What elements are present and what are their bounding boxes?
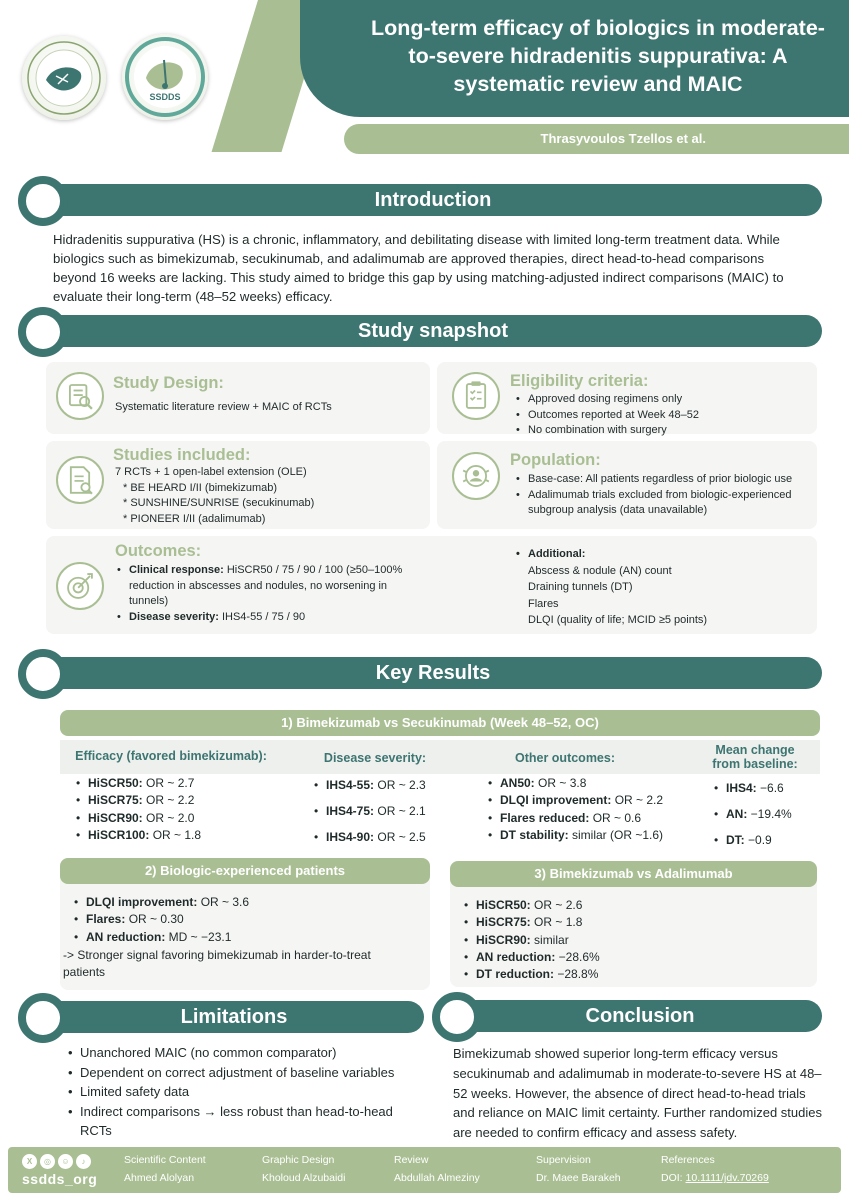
credit-name: Kholoud Alzubaidi (262, 1172, 346, 1184)
metric-label: HiSCR90: (476, 932, 531, 947)
clinical-response-label: Clinical response: (129, 564, 224, 576)
list-item: • Outcomes reported at Week 48–52 (514, 408, 804, 424)
metric-value: −19.4% (747, 807, 792, 821)
metric-value: −28.6% (555, 949, 600, 964)
metric-value: OR ~ 0.6 (589, 810, 642, 825)
introduction-header (44, 184, 822, 216)
list-item (486, 810, 696, 827)
list-item (74, 827, 284, 844)
metric-label: Flares: (86, 912, 126, 927)
result-3-list (462, 897, 802, 983)
conclusion-header (458, 1000, 822, 1032)
credit-label: Graphic Design (262, 1154, 335, 1166)
result-1-pill (60, 710, 820, 736)
list-item (486, 792, 696, 809)
clinical-response-text: HiSCR50 / 75 / 90 / 100 (≥50–100% reduction in abscesses and nodules, no worsening in tunnels) (129, 564, 403, 607)
social-handle[interactable]: ssdds_org (22, 1171, 98, 1187)
eligibility-list (514, 392, 804, 439)
eligibility-title: Eligibility criteria: (510, 372, 649, 390)
key-results-bullet-circle (18, 649, 68, 699)
studies-line: * SUNSHINE/SUNRISE (secukinumab) (123, 497, 315, 509)
metric-label: IHS4: (726, 781, 757, 795)
list-item (712, 775, 822, 801)
metric-value: MD ~ −23.1 (165, 929, 232, 944)
list-item (74, 792, 284, 809)
other-outcomes-column-head: Other outcomes: (514, 751, 615, 765)
key-results-heading: Key Results (375, 662, 491, 684)
study-design-icon (56, 372, 104, 420)
list-item (462, 949, 802, 966)
credit-label: Scientific Content (124, 1154, 206, 1166)
introduction-bullet-circle (18, 176, 68, 226)
study-design-text: Systematic literature review + MAIC of RCTs (115, 401, 332, 413)
list-item (74, 775, 284, 792)
conclusion-bullet-circle (432, 992, 482, 1042)
study-design-title: Study Design: (113, 374, 224, 392)
list-item (462, 914, 802, 931)
metric-value: OR ~ 1.8 (530, 915, 583, 930)
metric-value: OR ~ 2.0 (142, 810, 195, 825)
metric-value: OR ~ 2.3 (374, 778, 426, 792)
society-emblem-icon (22, 36, 106, 120)
list-item (312, 772, 482, 798)
result-2-title: 2) Biologic-experienced patients (144, 863, 346, 878)
other-outcomes-list (486, 775, 696, 844)
credit-name: Dr. Maee Barakeh (536, 1172, 621, 1184)
list-item: • Indirect comparisons → less robust than head-to-head RCTs (66, 1102, 426, 1141)
list-item: • Unanchored MAIC (no common comparator) (66, 1043, 426, 1063)
metric-value: OR ~ 3.6 (197, 895, 250, 909)
studies-line: 7 RCTs + 1 open-label extension (OLE) (115, 466, 307, 478)
ssdds-logo (122, 34, 208, 120)
doi-link[interactable]: 10.1111/jdv.70269 (685, 1172, 769, 1184)
list-item: • Dependent on correct adjustment of baseline variables (66, 1063, 426, 1083)
metric-label: DLQI improvement: (86, 895, 198, 909)
clipboard-checklist-icon (452, 372, 500, 420)
metric-value: similar (OR ~1.6) (568, 827, 664, 842)
author-name: Thrasyvoulos Tzellos et al. (540, 131, 706, 146)
metric-value: OR ~ 1.8 (149, 827, 202, 842)
outcomes-list (115, 563, 415, 625)
metric-label: AN50: (500, 776, 535, 790)
metric-value: OR ~ 2.5 (374, 830, 426, 844)
additional-outcomes (514, 546, 804, 629)
studies-included-title: Studies included: (113, 446, 251, 464)
credit-label: Review (394, 1154, 429, 1166)
metric-value: OR ~ 3.8 (534, 776, 587, 790)
list-item (115, 563, 415, 610)
introduction-heading: Introduction (374, 189, 492, 211)
population-list (514, 472, 812, 519)
efficacy-column-head: Efficacy (favored bimekizumab): (75, 749, 267, 763)
disease-severity-text: IHS4-55 / 75 / 90 (218, 610, 306, 623)
metric-value: similar (530, 932, 569, 947)
additional-line: Flares (528, 597, 559, 610)
studies-line: * BE HEARD I/II (bimekizumab) (123, 481, 278, 494)
snapshot-bullet-circle (18, 307, 68, 357)
metric-value: −6.6 (756, 781, 784, 795)
list-item (312, 798, 482, 824)
list-item (712, 801, 822, 827)
metric-label: IHS4-90: (326, 830, 375, 844)
metric-label: AN: (726, 807, 748, 821)
list-item: • Adalimumab trials excluded from biologic-experienced subgroup analysis (data unavailable) (514, 488, 812, 519)
metric-label: AN reduction: (86, 929, 166, 944)
metric-label: DT stability: (500, 827, 569, 842)
population-title: Population: (510, 451, 601, 469)
metric-value: OR ~ 2.2 (611, 793, 664, 808)
conclusion-text: Bimekizumab showed superior long-term efficacy versus secukinumab and adalimumab in moderate-to-severe HS at 48–52 weeks. However, the absence of direct head-to-head trials and reliance on MAIC limit certainty. Further randomized studies are needed to confirm efficacy and assess safety. (453, 1046, 822, 1141)
metric-label: HiSCR75: (88, 793, 143, 808)
credit-label: Supervision (536, 1154, 591, 1166)
additional-line: Draining tunnels (DT) (528, 581, 633, 594)
references-label: References (661, 1154, 715, 1166)
list-item (462, 932, 802, 949)
list-item: • No combination with surgery (514, 423, 804, 439)
severity-column-head: Disease severity: (323, 751, 427, 765)
metric-label: DT: (726, 833, 745, 847)
list-item (115, 610, 415, 626)
additional-line: Abscess & nodule (AN) count (528, 564, 672, 577)
metric-value: OR ~ 2.1 (374, 804, 426, 818)
metric-value: OR ~ 0.30 (125, 912, 184, 927)
tiktok-icon[interactable]: ♪ (76, 1154, 91, 1169)
doi-line (661, 1172, 769, 1184)
list-item (462, 966, 802, 983)
document-search-icon (56, 456, 104, 504)
studies-line: * PIONEER I/II (adalimumab) (123, 512, 266, 525)
efficacy-list (74, 775, 284, 844)
metric-label: HiSCR100: (88, 827, 150, 842)
metric-label: HiSCR50: (88, 776, 143, 790)
doi-prefix: DOI: (661, 1172, 686, 1184)
list-item (72, 911, 412, 928)
list-item (72, 894, 412, 911)
credit-name: Ahmed Alolyan (124, 1172, 195, 1184)
limitations-heading: Limitations (180, 1006, 288, 1028)
snapshot-heading: Study snapshot (357, 320, 508, 342)
poster-title: Long-term efficacy of biologics in moderate-to-severe hidradenitis suppurativa: A systematic review and MAIC (371, 16, 825, 96)
credit-name: Abdullah Almeziny (394, 1172, 480, 1184)
result-2-list (72, 894, 412, 946)
metric-label: HiSCR90: (88, 810, 143, 825)
metric-value: −28.8% (554, 967, 599, 982)
list-item (72, 929, 412, 946)
result-2-note: -> Stronger signal favoring bimekizumab in harder-to-treat patients (63, 948, 371, 980)
additional-line: DLQI (quality of life; MCID ≥5 points) (528, 614, 708, 627)
instagram-icon[interactable]: ◎ (40, 1154, 55, 1169)
mean-change-head-line: from baseline: (712, 757, 798, 771)
metric-label: Flares reduced: (500, 810, 590, 825)
key-results-header (44, 657, 822, 689)
snapshot-header (44, 315, 822, 347)
metric-label: HiSCR75: (476, 915, 531, 930)
list-item (486, 827, 696, 844)
mean-change-list (712, 775, 822, 853)
mean-change-column-head (700, 743, 810, 771)
conclusion-heading: Conclusion (585, 1005, 695, 1027)
limitations-list (66, 1043, 426, 1141)
list-item (74, 810, 284, 827)
list-item (462, 897, 802, 914)
result-3-title: 3) Bimekizumab vs Adalimumab (534, 866, 733, 881)
list-item: • Base-case: All patients regardless of prior biologic use (514, 472, 812, 488)
outcome-target-icon (56, 562, 104, 610)
additional-label: • Additional: (514, 546, 804, 563)
list-item (486, 775, 696, 792)
metric-label: IHS4-75: (326, 804, 375, 818)
snapchat-icon[interactable]: ☺ (58, 1154, 73, 1169)
metric-label: DT reduction: (476, 967, 554, 982)
metric-label: DLQI improvement: (500, 793, 612, 808)
outcomes-title: Outcomes: (115, 542, 202, 560)
metric-label: AN reduction: (476, 949, 556, 964)
x-icon[interactable]: X (22, 1154, 37, 1169)
studies-included-text (115, 465, 415, 527)
severity-list (312, 772, 482, 850)
list-item (312, 824, 482, 850)
population-target-icon (452, 452, 500, 500)
ssdds-emblem-icon (122, 34, 208, 120)
introduction-text: Hidradenitis suppurativa (HS) is a chronic, inflammatory, and debilitating disease with limited long-term treatment data. While biologics such as bimekizumab, secukinumab, and adalimumab are approved therapies, direct head-to-head comparisons beyond 16 weeks are lacking. This study aimed to bridge this gap by using matching-adjusted indirect comparisons (MAIC) to evaluate their long-term (48–52 weeks) efficacy. (53, 232, 784, 304)
metric-value: OR ~ 2.2 (142, 793, 195, 808)
list-item: • Limited safety data (66, 1082, 426, 1102)
metric-value: OR ~ 2.6 (530, 898, 583, 912)
result-1-title: 1) Bimekizumab vs Secukinumab (Week 48–52, OC) (281, 715, 599, 730)
limitations-bullet-circle (18, 993, 68, 1043)
metric-value: OR ~ 2.7 (142, 776, 195, 790)
metric-label: IHS4-55: (326, 778, 375, 792)
ssdds-logo-text: SSDDS (149, 92, 181, 102)
result-3-pill (450, 861, 817, 887)
metric-label: HiSCR50: (476, 898, 531, 912)
disease-severity-label: Disease severity: (129, 610, 219, 623)
mean-change-head-line: Mean change (715, 743, 795, 757)
limitations-header (44, 1001, 424, 1033)
metric-value: −0.9 (744, 833, 772, 847)
list-item: • Approved dosing regimens only (514, 392, 804, 408)
society-logo-1 (22, 36, 106, 120)
result-2-pill (60, 858, 430, 884)
list-item (712, 827, 822, 853)
